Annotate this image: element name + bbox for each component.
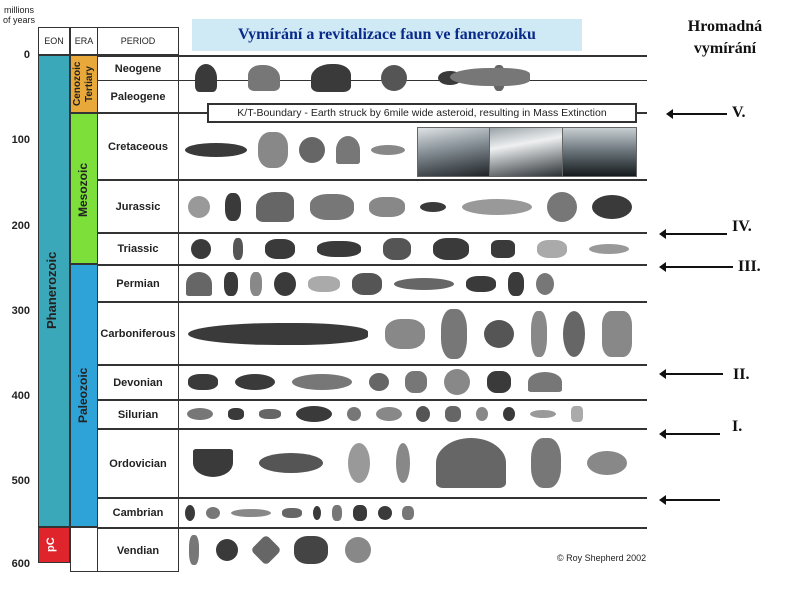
fossils-cambrian	[180, 502, 420, 524]
small-arthropod-icon	[259, 409, 281, 419]
leaf-fossil-icon	[233, 238, 243, 260]
brachiopod-small-icon	[536, 273, 554, 295]
asteroid-approach-image	[417, 127, 492, 177]
leaf-large-fossil-icon	[563, 311, 585, 357]
eon-phanerozoic-label: Phanerozoic	[44, 251, 59, 329]
spriggina-fossil-icon	[189, 535, 199, 565]
axis-tick-600: 600	[11, 558, 30, 570]
feather-fossil-icon	[396, 443, 410, 483]
gastropod-fossil-icon	[369, 373, 389, 391]
orthocone-fossil-icon	[531, 438, 561, 488]
cone-shell-icon	[376, 407, 402, 421]
pterosaur-small-icon	[225, 193, 241, 221]
row-line-8	[97, 399, 647, 401]
synapsid-fossil-icon	[466, 276, 496, 292]
spiky-fossil-icon	[445, 406, 461, 422]
era-mesozoic-label: Mesozoic	[76, 163, 90, 218]
dickinsonia-fossil-icon	[216, 539, 238, 561]
clam-fossil-icon	[587, 451, 627, 475]
seed-fern-fossil-icon	[531, 311, 547, 357]
sand-dollar-fossil-icon	[547, 192, 577, 222]
fossils-devonian	[180, 367, 570, 397]
bird-fossil-icon	[195, 64, 217, 92]
round-fossil-icon	[347, 407, 361, 421]
jellyfish-fossil-icon	[402, 506, 414, 520]
brachiopod-large-icon	[436, 438, 506, 488]
arthropod-fossil-icon	[282, 508, 302, 518]
rhino-fossil-icon	[311, 64, 351, 92]
fossils-silurian	[180, 402, 590, 426]
kt-boundary-label: K/T-Boundary - Earth struck by 6mile wide asteroid, resulting in Mass Extinction	[207, 103, 637, 123]
fern-fossil-icon	[250, 272, 262, 296]
amphibian-large-icon	[188, 323, 368, 345]
ammonite-fossil-icon	[188, 196, 210, 218]
cystoid-fossil-icon	[348, 443, 370, 483]
era-tertiary-label: Tertiary	[84, 66, 95, 102]
skeleton-fossil-icon	[537, 240, 567, 258]
arrow-extinction-ii	[665, 373, 723, 375]
period-paleogene: Paleogene	[110, 90, 166, 103]
row-line-3	[97, 179, 647, 181]
crocodilian-fossil-icon	[394, 278, 454, 290]
eurypterid-fossil-icon	[187, 408, 213, 420]
fossils-ordovician	[180, 432, 640, 494]
period-jurassic: Jurassic	[115, 200, 161, 213]
frond-fossil-icon	[294, 536, 328, 564]
fish-devonian-icon	[188, 374, 218, 390]
frog-fossil-icon	[352, 273, 382, 295]
row-line-0	[97, 55, 647, 57]
mollusc-fossil-icon	[313, 506, 321, 520]
period-silurian: Silurian	[117, 408, 159, 421]
shell-fossil-icon	[336, 136, 360, 164]
crinoid-fossil-icon	[484, 320, 514, 348]
row-line-6	[97, 301, 647, 303]
arrow-extinction-iv	[665, 233, 727, 235]
axis-tick-500: 500	[11, 475, 30, 487]
fossils-triassic	[180, 235, 640, 263]
mammoth-fossil-icon	[248, 65, 280, 91]
bowl-fossil-icon	[193, 449, 233, 477]
row-line-9	[97, 428, 647, 430]
row-line-4	[97, 232, 647, 234]
reptile-fossil-icon	[265, 239, 295, 259]
axis-tick-0: 0	[23, 49, 30, 61]
fossils-jurassic	[180, 184, 640, 230]
extinction-v-label: V.	[732, 104, 746, 121]
graptolite-icon	[571, 406, 583, 422]
lobefin-fish-icon	[292, 374, 352, 390]
fossils-permian	[180, 268, 560, 300]
flying-reptile-icon	[589, 244, 629, 254]
header-millions: millions of years	[2, 5, 35, 25]
period-carboniferous: Carboniferous	[100, 327, 176, 340]
brachiopod-fossil-icon	[274, 272, 296, 296]
axis-tick-400: 400	[11, 390, 30, 402]
spiriferid-fossil-icon	[487, 371, 511, 393]
mass-extinction-heading	[670, 16, 780, 60]
row-line-5	[97, 264, 647, 266]
header-era: ERA	[74, 36, 94, 46]
heading-line-1: Hromadná	[687, 18, 763, 35]
coral-fossil-icon	[405, 371, 427, 393]
stalk-fossil-icon	[530, 410, 556, 418]
dimetrodon-fossil-icon	[186, 272, 212, 296]
insect-fossil-icon	[228, 408, 244, 420]
armored-fish-icon	[296, 406, 332, 422]
asteroid-impact-image	[489, 127, 564, 177]
pelecypod-fossil-icon	[528, 372, 562, 392]
copyright: © Roy Shepherd 2002	[557, 553, 647, 563]
era-cenozoic-label: Cenozoic	[72, 61, 83, 107]
period-triassic: Triassic	[117, 243, 159, 255]
axis-tick-100: 100	[11, 134, 30, 146]
nautilus-fossil-icon	[592, 195, 632, 219]
biped-dinosaur-icon	[383, 238, 411, 260]
fossils-vendian	[180, 532, 380, 568]
round-shell-icon	[378, 506, 392, 520]
sponge-fossil-icon	[185, 505, 195, 521]
era-precambrian-empty	[70, 527, 98, 572]
row-line-11	[97, 527, 647, 529]
period-permian: Permian	[116, 277, 160, 290]
hallucigenia-icon	[353, 505, 367, 521]
fossils-cretaceous	[180, 125, 410, 175]
coelacanth-fossil-icon	[235, 374, 275, 390]
calamites-fossil-icon	[602, 311, 632, 357]
pterosaur-black-icon	[491, 240, 515, 258]
period-vendian: Vendian	[116, 544, 160, 557]
ammonite-small-icon	[191, 239, 211, 259]
trilobite-large-icon	[259, 453, 323, 473]
arrow-extinction-i	[665, 433, 720, 435]
heading-line-2: vymírání	[693, 40, 757, 57]
axis-tick-300: 300	[11, 305, 30, 317]
header-eon: EON	[44, 36, 64, 46]
earth-horizon-image	[562, 127, 637, 177]
fossils-carboniferous	[180, 306, 640, 362]
extinction-iii-label: III.	[738, 258, 761, 275]
tree-fern-fossil-icon	[441, 309, 467, 359]
period-ordovician: Ordovician	[109, 457, 167, 470]
period-cambrian: Cambrian	[112, 507, 164, 519]
fish-fossil-icon	[420, 202, 446, 212]
arrow-extinction-v	[672, 113, 727, 115]
anomalocaris-icon	[231, 509, 271, 517]
trilobite-fossil-icon	[224, 272, 238, 296]
amphibian-fossil-icon	[308, 276, 340, 292]
sea-urchin-fossil-icon	[299, 137, 325, 163]
seed-fossil-icon	[503, 407, 515, 421]
theropod-fossil-icon	[310, 194, 354, 220]
pterosaur-fossil-icon	[371, 145, 405, 155]
horn-coral-icon	[508, 272, 524, 296]
row-line-7	[97, 364, 647, 366]
extinction-iv-label: IV.	[732, 218, 752, 235]
extinction-i-label: I.	[732, 418, 743, 435]
ichthyosaur-fossil-icon	[462, 199, 532, 215]
goniatite-fossil-icon	[444, 369, 470, 395]
axis-tick-200: 200	[11, 220, 30, 232]
disc-fossil-icon	[345, 537, 371, 563]
shark-fossil-icon	[450, 68, 530, 86]
therapsid-fossil-icon	[433, 238, 469, 260]
eon-precambrian-label: pC	[45, 537, 57, 553]
header-period: PERIOD	[120, 36, 156, 46]
period-neogene: Neogene	[114, 62, 162, 75]
sauropod-fossil-icon	[256, 192, 294, 222]
arrow-extinction-unlabeled	[665, 499, 720, 501]
plant-fossil-icon	[381, 65, 407, 91]
star-fossil-icon	[250, 534, 281, 565]
archosaur-fossil-icon	[317, 241, 361, 257]
period-devonian: Devonian	[113, 376, 163, 389]
arrow-extinction-iii	[665, 266, 733, 268]
period-cretaceous: Cretaceous	[108, 140, 168, 153]
extinction-ii-label: II.	[733, 366, 750, 383]
era-paleozoic-label: Paleozoic	[76, 367, 90, 423]
page-title: Vymírání a revitalizace faun ve fanerozoiku	[192, 19, 582, 51]
stegosaur-fossil-icon	[369, 197, 405, 217]
row-line-10	[97, 497, 647, 499]
oval-fossil-icon	[476, 407, 488, 421]
cambrian-trilobite-icon	[332, 505, 342, 521]
dinosaur-skeleton-icon	[258, 132, 288, 168]
dragonfly-fossil-icon	[385, 319, 425, 349]
mosasaur-fossil-icon	[185, 143, 247, 157]
sphere-fossil-icon	[416, 406, 430, 422]
worm-fossil-icon	[206, 507, 220, 519]
